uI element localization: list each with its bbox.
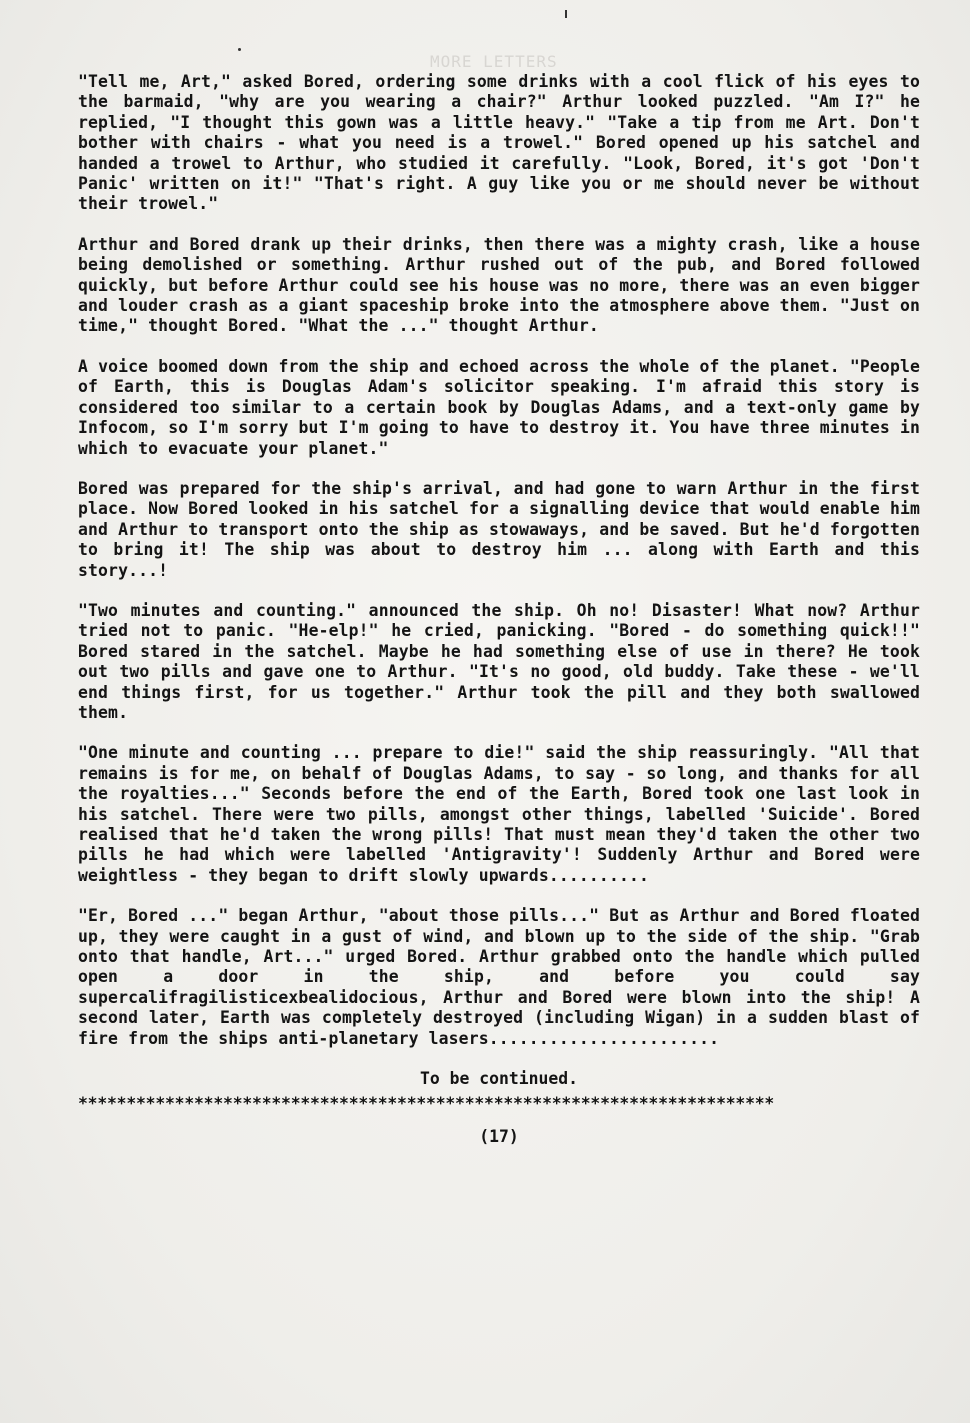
paragraph-2: Arthur and Bored drank up their drinks, then there was a mighty crash, like a house being demolished or something. Arthur rushed out of the pub, and Bored followed quickly, but before Arthur could see his house was no more, there was an even bigger and louder crash as a giant spaceship broke into the atmosphere above them. "Just on time," thought Bored. "What the ..." thought Arthur. xyxy=(78,234,920,336)
bleed-through-header: MORE LETTERS xyxy=(430,52,558,71)
paragraph-1: "Tell me, Art," asked Bored, ordering some drinks with a cool flick of his eyes to the barmaid, "why are you wearing a chair?" Arthur looked puzzled. "Am I?" he replied, "I thought this gown was a little heavy." "Take a tip from me Art. Don't bother with chairs - what you need is a trowel." Bored opened up his satchel and handed a trowel to Arthur, who studied it carefully. "Look, Bored, it's got 'Don't Panic' written on it!" "That's right. A guy like you or me should never be without their trowel." xyxy=(78,72,920,214)
to-be-continued: To be continued. xyxy=(420,1069,578,1089)
paragraph-7: "Er, Bored ..." began Arthur, "about those pills..." But as Arthur and Bored floated up, they were caught in a gust of wind, and blown up to the side of the ship. "Grab onto that handle, Art..." urged Bored. Arthur grabbed onto the handle which pulled open a door in the ship, and before you could say supercalifragilisticexbealidocious, Arthur and Bored were blown into the ship! A second later, Earth was completely destroyed (including Wigan) in a sudden blast of fire from the ships anti-planetary lasers....................... xyxy=(78,906,920,1048)
story-body xyxy=(78,72,920,1146)
asterisk-separator: ************************************************************************ xyxy=(78,1094,775,1114)
paragraph-4: Bored was prepared for the ship's arrival, and had gone to warn Arthur in the first place. Now Bored looked in his satchel for a signalling device that would enable him and Arthur to transport onto the ship as stowaways, and be saved. But he'd forgotten to bring it! The ship was about to destroy him ... along with Earth and this story...! xyxy=(78,478,920,580)
stray-dot xyxy=(238,48,241,51)
paragraph-3: A voice boomed down from the ship and echoed across the whole of the planet. "People of Earth, this is Douglas Adam's solicitor speaking. I'm afraid this story is considered too similar to a certain book by Douglas Adams, and a text-only game by Infocom, so I'm sorry but I'm going to have to destroy it. You have three minutes in which to evacuate your planet." xyxy=(78,356,920,458)
page-number: (17) xyxy=(479,1127,519,1147)
paragraph-6: "One minute and counting ... prepare to die!" said the ship reassuringly. "All that remains is for me, on behalf of Douglas Adams, to say - so long, and thanks for all the royalties..." Seconds before the end of the Earth, Bored took one last look in his satchel. There were two pills, amongst other things, labelled 'Suicide'. Bored realised that he'd taken the wrong pills! That must mean they'd taken the other two pills he had which were labelled 'Antigravity'! Suddenly Arthur and Bored were weightless - they began to drift slowly upwards.......... xyxy=(78,743,920,885)
stray-mark xyxy=(565,10,567,18)
paragraph-5: "Two minutes and counting." announced the ship. Oh no! Disaster! What now? Arthur tried not to panic. "He-elp!" he cried, panicking. "Bored - do something quick!!" Bored stared in the satchel. Maybe he had something else of use in there? He took out two pills and gave one to Arthur. "It's no good, old buddy. Take these - we'll end things first, for us together." Arthur took the pill and they both swallowed them. xyxy=(78,600,920,722)
